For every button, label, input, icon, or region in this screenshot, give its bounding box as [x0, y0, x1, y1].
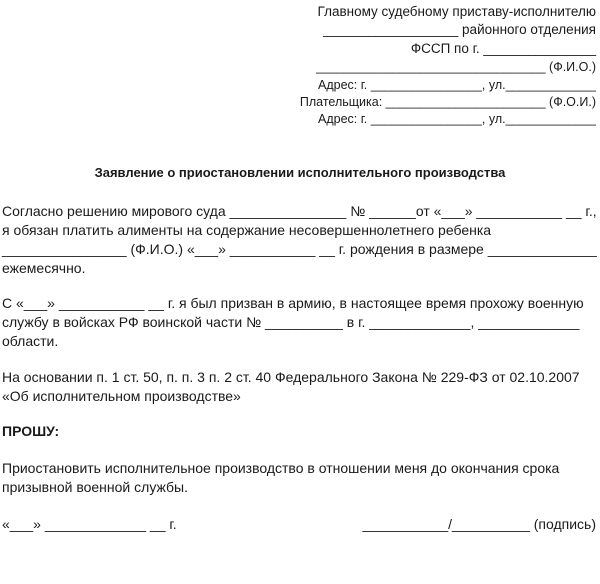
paragraph-line: ежемесячно.: [2, 260, 86, 276]
addressee-line-3: ФССП по г. _______________: [410, 41, 596, 56]
paragraph-line: Приостановить исполнительное производство в отношении меня до окончания срока: [2, 460, 560, 476]
addressee-line-2: __________________ районного отделения: [323, 22, 596, 37]
signature-field: ___________/__________ (подпись): [362, 516, 596, 532]
paragraph-line: ________________ (Ф.И.О.) «___» ___________ __ г. рождения в размере ______________: [2, 241, 597, 257]
addressee-line-4: _________________________________ (Ф.И.О.): [316, 60, 596, 74]
paragraph-line: На основании п. 1 ст. 50, п. п. 3 п. 2 ст. 40 Федерального Закона № 229-ФЗ от 02.10.2007: [2, 369, 580, 385]
paragraph-line: «Об исполнительном производстве»: [2, 388, 241, 404]
payer-line: Плательщика: _______________________ (Ф.О.И.): [299, 95, 596, 109]
paragraph-line: Согласно решению мирового суда _______________ № ______от «___» ___________ __ г.,: [2, 203, 597, 219]
request-heading: ПРОШУ:: [2, 423, 60, 439]
addressee-address: Адрес: г. ________________, ул._____________: [317, 78, 596, 92]
document-title: Заявление о приостановлении исполнительного производства: [94, 165, 506, 180]
date-field: «___» _____________ __ г.: [2, 516, 177, 532]
paragraph-line: я обязан платить алименты на содержание несовершеннолетнего ребенка: [2, 222, 492, 238]
payer-address: Адрес: г. ________________, ул._____________: [317, 112, 596, 126]
addressee-line-1: Главному судебному приставу-исполнителю: [317, 4, 596, 19]
paragraph-line: службу в войсках РФ воинской части № __________ в г. _____________, _____________: [2, 314, 580, 330]
paragraph-line: призывной военной службы.: [2, 479, 188, 495]
paragraph-line: области.: [2, 333, 59, 349]
paragraph-line: С «___» ___________ __ г. я был призван в армию, в настоящее время прохожу военную: [2, 295, 584, 311]
